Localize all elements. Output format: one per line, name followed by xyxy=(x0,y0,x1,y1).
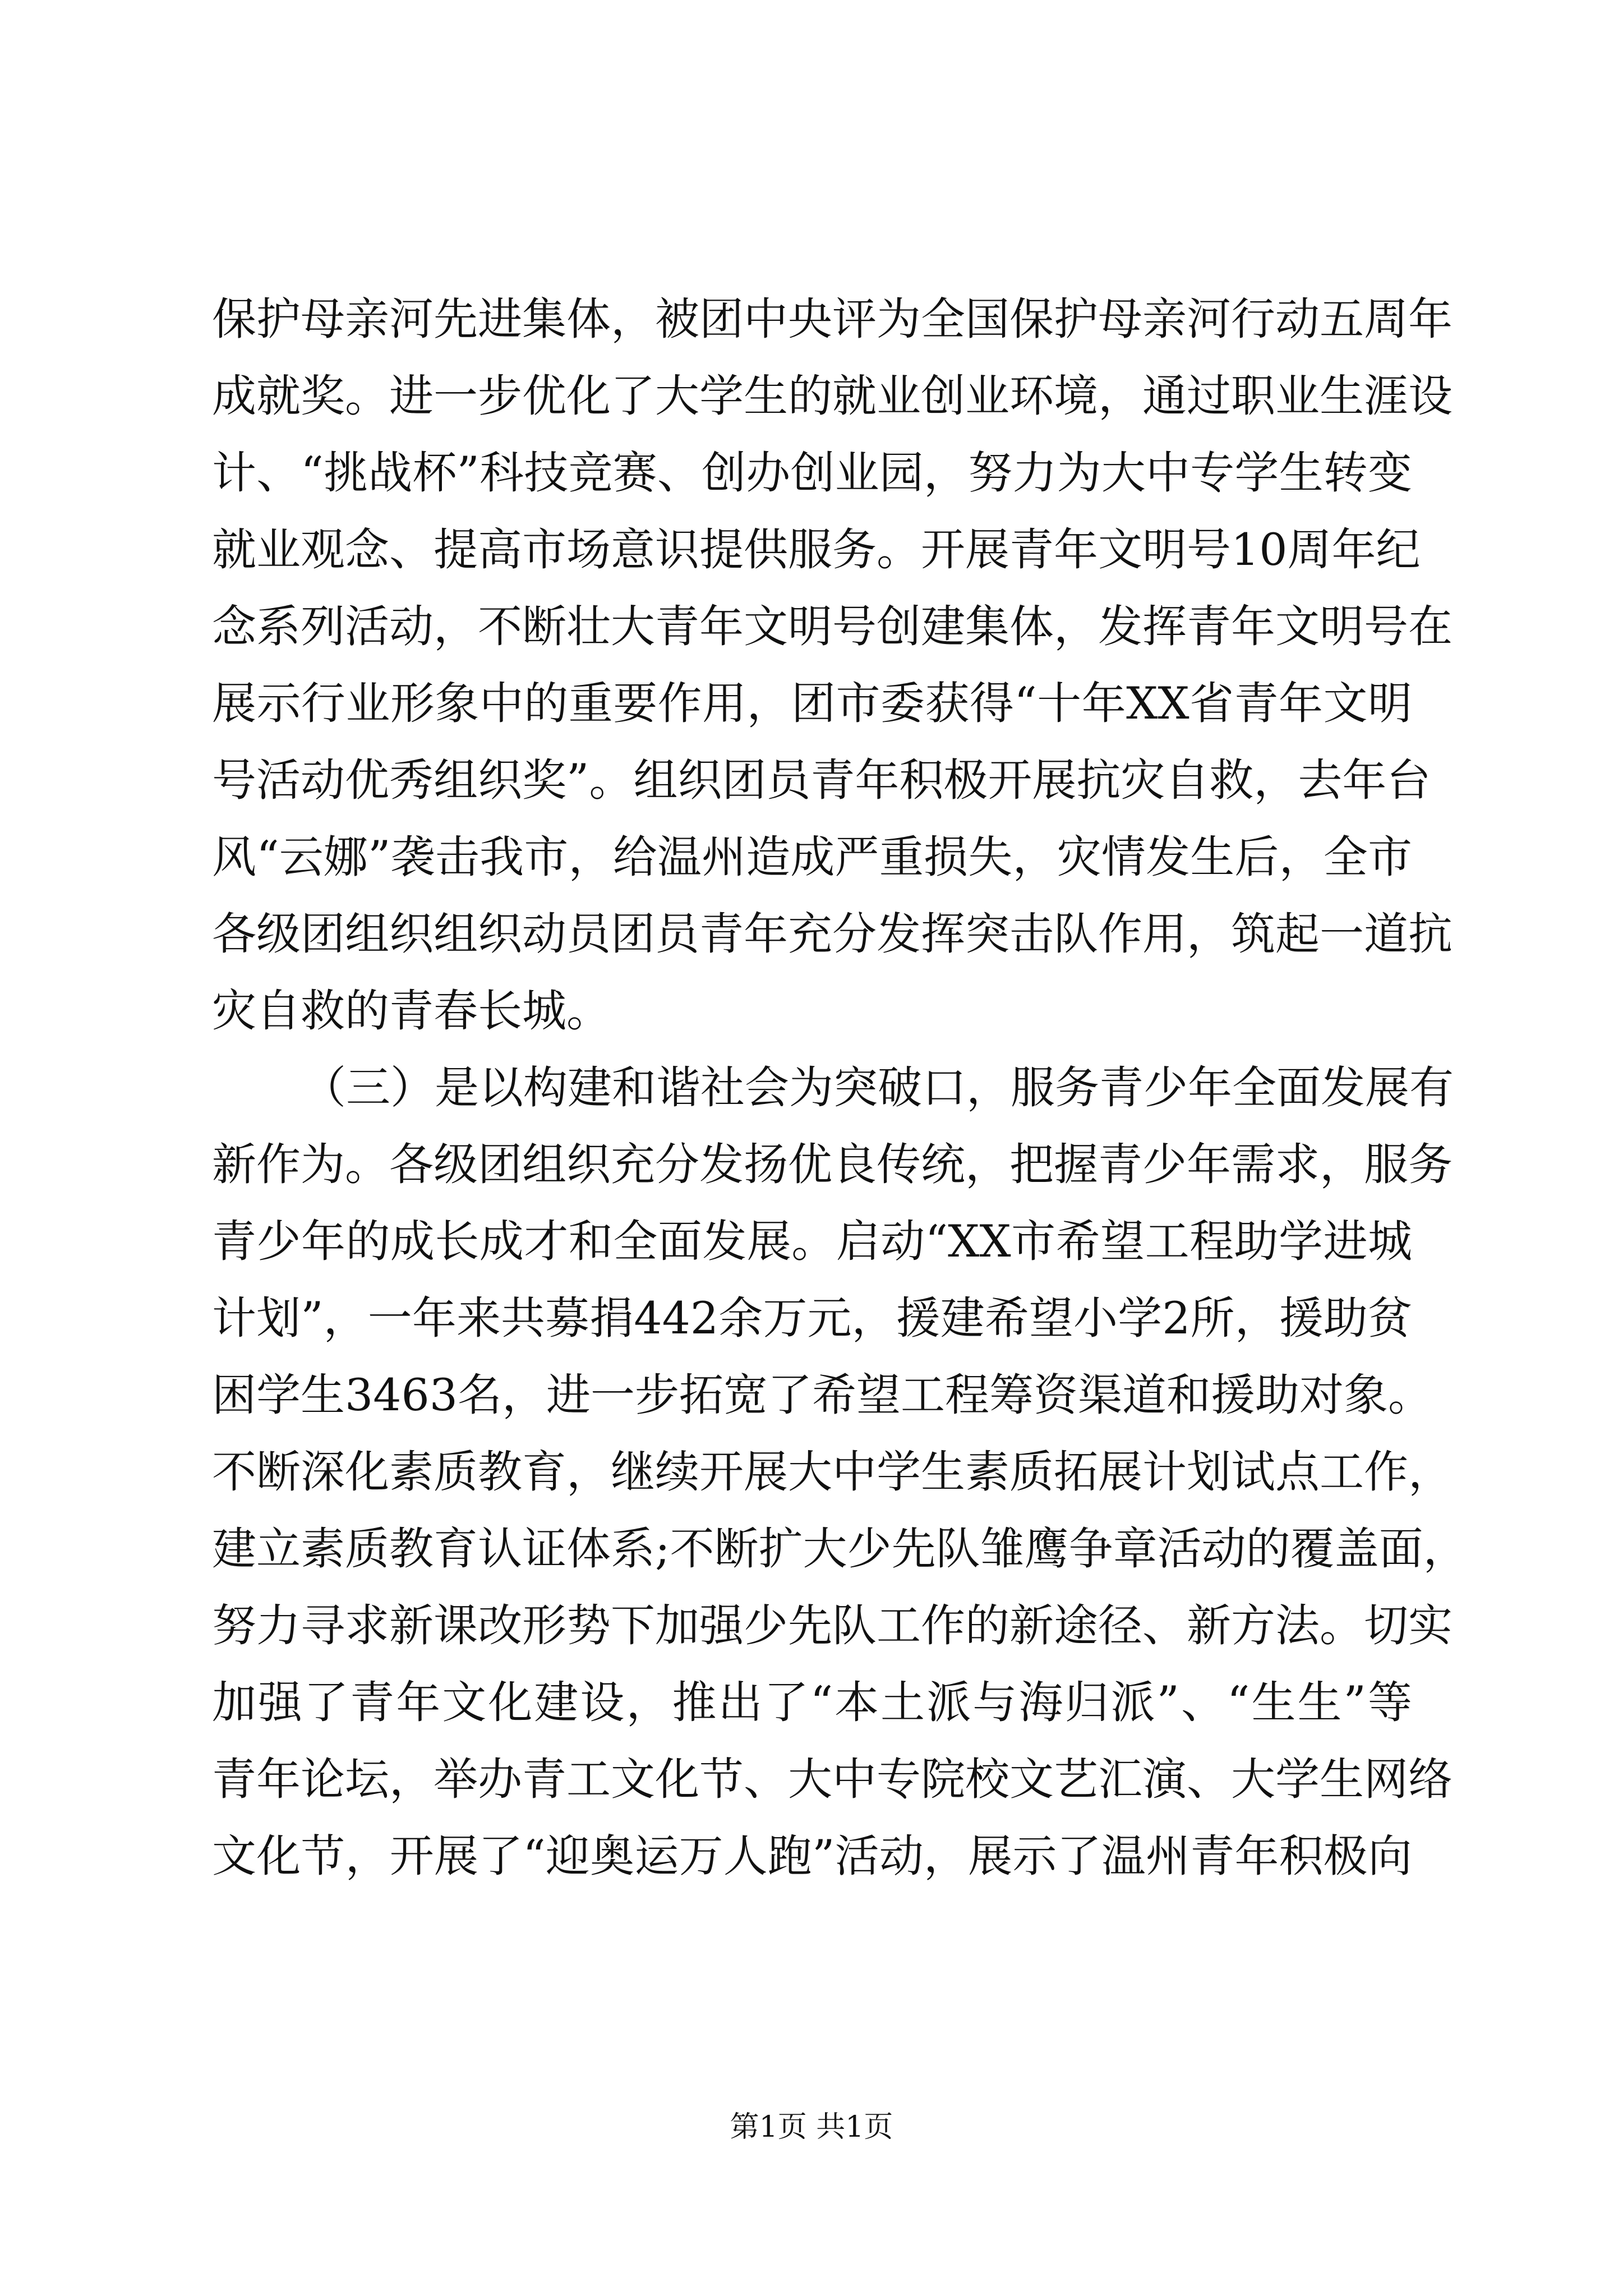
body-line-19: 加强了青年文化建设，推出了“本土派与海归派”、“生生”等 xyxy=(212,1677,1412,1728)
body-line-3: 计、“挑战杯”科技竞赛、创办创业园，努力为大中专学生转变 xyxy=(212,447,1412,499)
body-line-2: 成就奖。进一步优化了大学生的就业创业环境，通过职业生涯设 xyxy=(212,370,1453,422)
body-line-4: 就业观念、提高市场意识提供服务。开展青年文明号10周年纪 xyxy=(212,524,1421,576)
body-line-16: 不断深化素质教育，继续开展大中学生素质拓展计划试点工作， xyxy=(212,1446,1453,1498)
body-line-13: 青少年的成长成才和全面发展。启动“XX市希望工程助学进城 xyxy=(212,1216,1412,1267)
body-line-1: 保护母亲河先进集体，被团中央评为全国保护母亲河行动五周年 xyxy=(212,293,1453,345)
body-line-12: 新作为。各级团组织充分发扬优良传统，把握青少年需求，服务 xyxy=(212,1139,1453,1190)
body-line-10: 灾自救的青春长城。 xyxy=(212,985,611,1037)
body-line-18: 努力寻求新课改形势下加强少先队工作的新途径、新方法。切实 xyxy=(212,1600,1453,1651)
body-line-7: 号活动优秀组织奖”。组织团员青年积极开展抗灾自救，去年台 xyxy=(212,754,1431,806)
body-line-6: 展示行业形象中的重要作用，团市委获得“十年XX省青年文明 xyxy=(212,678,1412,729)
body-line-9: 各级团组织组织动员团员青年充分发挥突击队作用，筑起一道抗 xyxy=(212,908,1453,960)
body-line-11: （三）是以构建和谐社会为突破口，服务青少年全面发展有 xyxy=(302,1062,1454,1114)
body-line-17: 建立素质教育认证体系;不断扩大少先队雏鹰争章活动的覆盖面， xyxy=(212,1523,1468,1575)
body-line-5: 念系列活动，不断壮大青年文明号创建集体，发挥青年文明号在 xyxy=(212,601,1453,652)
page-number-footer: 第1页 共1页 xyxy=(730,2110,893,2144)
body-line-20: 青年论坛，举办青工文化节、大中专院校文艺汇演、大学生网络 xyxy=(212,1754,1453,1805)
body-line-8: 风“云娜”袭击我市，给温州造成严重损失，灾情发生后，全市 xyxy=(212,831,1412,883)
body-line-15: 困学生3463名，进一步拓宽了希望工程筹资渠道和援助对象。 xyxy=(212,1369,1433,1421)
body-line-14: 计划”，一年来共募捐442余万元，援建希望小学2所，援助贫 xyxy=(212,1292,1412,1344)
body-line-21: 文化节，开展了“迎奥运万人跑”活动，展示了温州青年积极向 xyxy=(212,1830,1412,1882)
